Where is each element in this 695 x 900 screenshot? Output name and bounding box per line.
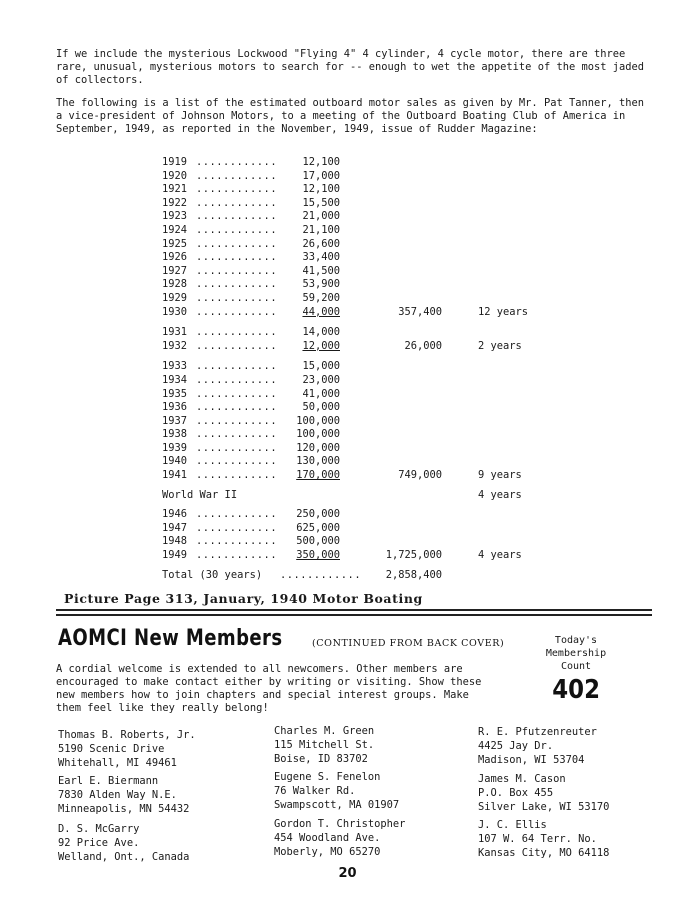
sales-year: 1930 xyxy=(162,305,188,318)
leader-dots: ............ xyxy=(196,414,278,427)
member-entry xyxy=(274,770,399,812)
member-city: Moberly, MO 65270 xyxy=(274,846,381,858)
period-subtotal: 357,400 xyxy=(398,305,442,318)
member-street: 4425 Jay Dr. xyxy=(478,740,554,752)
sales-year: 1927 xyxy=(162,264,188,277)
sales-year: 1949 xyxy=(162,549,188,562)
member-city: Whitehall, MI 49461 xyxy=(58,757,177,769)
leader-dots: ............ xyxy=(196,223,278,236)
leader-dots: ............ xyxy=(196,326,278,339)
sales-row xyxy=(162,292,542,306)
sales-row xyxy=(162,197,542,211)
sales-year: 1928 xyxy=(162,278,188,291)
sales-row xyxy=(162,401,542,415)
page-number: 20 xyxy=(338,866,357,881)
leader-dots: ............ xyxy=(196,251,278,264)
members-subtitle: (CONTINUED FROM BACK COVER) xyxy=(312,638,505,649)
sales-value: 250,000 xyxy=(296,508,340,521)
member-street: 107 W. 64 Terr. No. xyxy=(478,833,597,845)
sales-year: 1938 xyxy=(162,428,188,441)
sales-row xyxy=(162,442,542,456)
member-city: Minneapolis, MN 54432 xyxy=(58,803,190,815)
member-street: 7830 Alden Way N.E. xyxy=(58,789,177,801)
period-length: 2 years xyxy=(478,339,522,352)
period-subtotal: 1,725,000 xyxy=(385,549,442,562)
welcome-paragraph: A cordial welcome is extended to all newcomers. Other members are encouraged to make contact either by writing or visiting. Show these new members how to join chapters and special interest groups. Make them feel like they really belong! xyxy=(56,663,482,714)
sales-row xyxy=(162,508,542,522)
sales-row xyxy=(162,251,542,265)
membership-count-box xyxy=(528,634,624,705)
list-intro-paragraph: The following is a list of the estimated outboard motor sales as given by Mr. Pat Tanner, then a vice-president of Johnson Motors, to a meeting of the Outboard Boating Club of America in September, 1949, as reported in the November, 1949, issue of Rudder Magazine: xyxy=(56,97,645,135)
period-length: 9 years xyxy=(478,469,522,482)
member-entry xyxy=(58,774,189,816)
member-entry xyxy=(274,817,405,859)
member-entry xyxy=(58,822,189,864)
leader-dots: ............ xyxy=(196,278,278,291)
sales-value: 500,000 xyxy=(296,535,340,548)
sales-row xyxy=(162,535,542,549)
sales-row xyxy=(162,374,542,388)
sales-value: 33,400 xyxy=(302,251,340,264)
sales-row xyxy=(162,210,542,224)
total-row xyxy=(162,569,542,583)
sales-year: 1924 xyxy=(162,223,188,236)
sales-year: 1929 xyxy=(162,291,188,304)
member-city: Kansas City, MO 64118 xyxy=(478,847,610,859)
picture-caption: Picture Page 313, January, 1940 Motor Boating xyxy=(64,591,423,606)
sales-value: 41,000 xyxy=(302,387,340,400)
sales-value: 23,000 xyxy=(302,373,340,386)
leader-dots: ............ xyxy=(196,196,278,209)
member-street: 76 Walker Rd. xyxy=(274,785,356,797)
sales-row xyxy=(162,326,542,340)
sales-value: 625,000 xyxy=(296,521,340,534)
sales-value: 170,000 xyxy=(296,469,340,482)
leader-dots: ............ xyxy=(196,210,278,223)
member-street: 454 Woodland Ave. xyxy=(274,832,381,844)
sales-value: 120,000 xyxy=(296,441,340,454)
leader-dots: ............ xyxy=(196,401,278,414)
sales-row xyxy=(162,278,542,292)
leader-dots: ............ xyxy=(196,387,278,400)
war-row xyxy=(162,489,542,503)
leader-dots: ............ xyxy=(196,339,278,352)
leader-dots: ............ xyxy=(196,360,278,373)
member-entry xyxy=(274,724,374,766)
leader-dots: ............ xyxy=(196,521,278,534)
sales-year: 1920 xyxy=(162,169,188,182)
leader-dots: ............ xyxy=(196,291,278,304)
section-divider xyxy=(56,614,652,616)
member-city: Silver Lake, WI 53170 xyxy=(478,801,610,813)
leader-dots: ............ xyxy=(196,535,278,548)
leader-dots: ............ xyxy=(196,373,278,386)
sales-row xyxy=(162,415,542,429)
sales-value: 100,000 xyxy=(296,414,340,427)
member-entry xyxy=(478,772,609,814)
sales-year: 1939 xyxy=(162,441,188,454)
member-street: 5190 Scenic Drive xyxy=(58,743,165,755)
sales-value: 15,000 xyxy=(302,360,340,373)
sales-value: 26,600 xyxy=(302,237,340,250)
leader-dots: ............ xyxy=(196,469,278,482)
period-length: 12 years xyxy=(478,305,529,318)
sales-row xyxy=(162,428,542,442)
sales-year: 1936 xyxy=(162,401,188,414)
sales-year: 1948 xyxy=(162,535,188,548)
member-city: Boise, ID 83702 xyxy=(274,753,368,765)
member-street: 92 Price Ave. xyxy=(58,837,140,849)
sales-value: 41,500 xyxy=(302,264,340,277)
member-name: D. S. McGarry xyxy=(58,823,140,835)
sales-value: 59,200 xyxy=(302,291,340,304)
member-name: R. E. Pfutzenreuter xyxy=(478,726,597,738)
leader-dots: ............ xyxy=(196,455,278,468)
sales-value: 21,000 xyxy=(302,210,340,223)
sales-row xyxy=(162,455,542,469)
sales-row xyxy=(162,224,542,238)
membership-count: 402 xyxy=(552,675,600,705)
member-city: Madison, WI 53704 xyxy=(478,754,585,766)
sales-row xyxy=(162,469,542,483)
member-entry xyxy=(478,818,609,860)
member-city: Welland, Ont., Canada xyxy=(58,851,190,863)
total-value: 2,858,400 xyxy=(385,568,442,581)
leader-dots: ............ xyxy=(196,183,278,196)
period-subtotal: 26,000 xyxy=(404,339,442,352)
sales-year: 1941 xyxy=(162,469,188,482)
sales-value: 17,000 xyxy=(302,169,340,182)
sales-table xyxy=(162,156,542,582)
sales-value: 100,000 xyxy=(296,428,340,441)
sales-year: 1933 xyxy=(162,360,188,373)
member-name: James M. Cason xyxy=(478,773,566,785)
leader-dots: ............ xyxy=(196,264,278,277)
sales-year: 1919 xyxy=(162,156,188,168)
sales-row xyxy=(162,388,542,402)
sales-value: 15,500 xyxy=(302,196,340,209)
total-label: Total (30 years) xyxy=(162,568,263,581)
sales-value: 21,100 xyxy=(302,223,340,236)
sales-row xyxy=(162,549,542,563)
sales-year: 1922 xyxy=(162,196,188,209)
sales-year: 1925 xyxy=(162,237,188,250)
sales-row xyxy=(162,360,542,374)
sales-row xyxy=(162,306,542,320)
sales-row xyxy=(162,170,542,184)
sales-year: 1937 xyxy=(162,414,188,427)
member-name: J. C. Ellis xyxy=(478,819,547,831)
sales-value: 44,000 xyxy=(302,305,340,318)
member-entry xyxy=(478,725,597,767)
sales-value: 53,900 xyxy=(302,278,340,291)
sales-row xyxy=(162,156,542,170)
sales-year: 1931 xyxy=(162,326,188,339)
member-entry xyxy=(58,728,196,770)
period-length: 4 years xyxy=(478,549,522,562)
sales-row xyxy=(162,238,542,252)
leader-dots: ............ xyxy=(196,156,278,168)
sales-year: 1947 xyxy=(162,521,188,534)
sales-year: 1926 xyxy=(162,251,188,264)
sales-year: 1932 xyxy=(162,339,188,352)
sales-value: 50,000 xyxy=(302,401,340,414)
war-period: 4 years xyxy=(478,488,522,501)
count-label: Today's Membership Count xyxy=(545,635,607,672)
period-subtotal: 749,000 xyxy=(398,469,442,482)
leader-dots: ............ xyxy=(196,549,278,562)
member-city: Swampscott, MA 01907 xyxy=(274,799,400,811)
sales-value: 14,000 xyxy=(302,326,340,339)
member-street: 115 Mitchell St. xyxy=(274,739,375,751)
sales-value: 12,000 xyxy=(302,339,340,352)
sales-year: 1946 xyxy=(162,508,188,521)
intro-paragraph: If we include the mysterious Lockwood "Flying 4" 4 cylinder, 4 cycle motor, there are three rare, unusual, mysterious motors to search for -- enough to wet the appetite of the most jaded of collectors. xyxy=(56,48,645,86)
member-street: P.O. Box 455 xyxy=(478,787,554,799)
leader-dots: ............ xyxy=(196,237,278,250)
sales-year: 1934 xyxy=(162,373,188,386)
sales-row xyxy=(162,522,542,536)
member-name: Gordon T. Christopher xyxy=(274,818,406,830)
war-label: World War II xyxy=(162,488,238,501)
leader-dots: ............ xyxy=(196,508,278,521)
leader-dots: ............ xyxy=(196,428,278,441)
leader-dots: ............ xyxy=(280,568,362,581)
member-name: Charles M. Green xyxy=(274,725,375,737)
leader-dots: ............ xyxy=(196,305,278,318)
leader-dots: ............ xyxy=(196,441,278,454)
sales-row xyxy=(162,183,542,197)
sales-value: 130,000 xyxy=(296,455,340,468)
member-name: Thomas B. Roberts, Jr. xyxy=(58,729,196,741)
members-title: AOMCI New Members xyxy=(58,626,283,651)
sales-value: 350,000 xyxy=(296,549,340,562)
leader-dots: ............ xyxy=(196,169,278,182)
member-name: Earl E. Biermann xyxy=(58,775,159,787)
sales-row xyxy=(162,265,542,279)
sales-value: 12,100 xyxy=(302,183,340,196)
sales-year: 1921 xyxy=(162,183,188,196)
sales-year: 1935 xyxy=(162,387,188,400)
member-name: Eugene S. Fenelon xyxy=(274,771,381,783)
sales-year: 1923 xyxy=(162,210,188,223)
sales-value: 12,100 xyxy=(302,156,340,168)
sales-year: 1940 xyxy=(162,455,188,468)
sales-row xyxy=(162,340,542,354)
section-divider xyxy=(56,609,652,611)
